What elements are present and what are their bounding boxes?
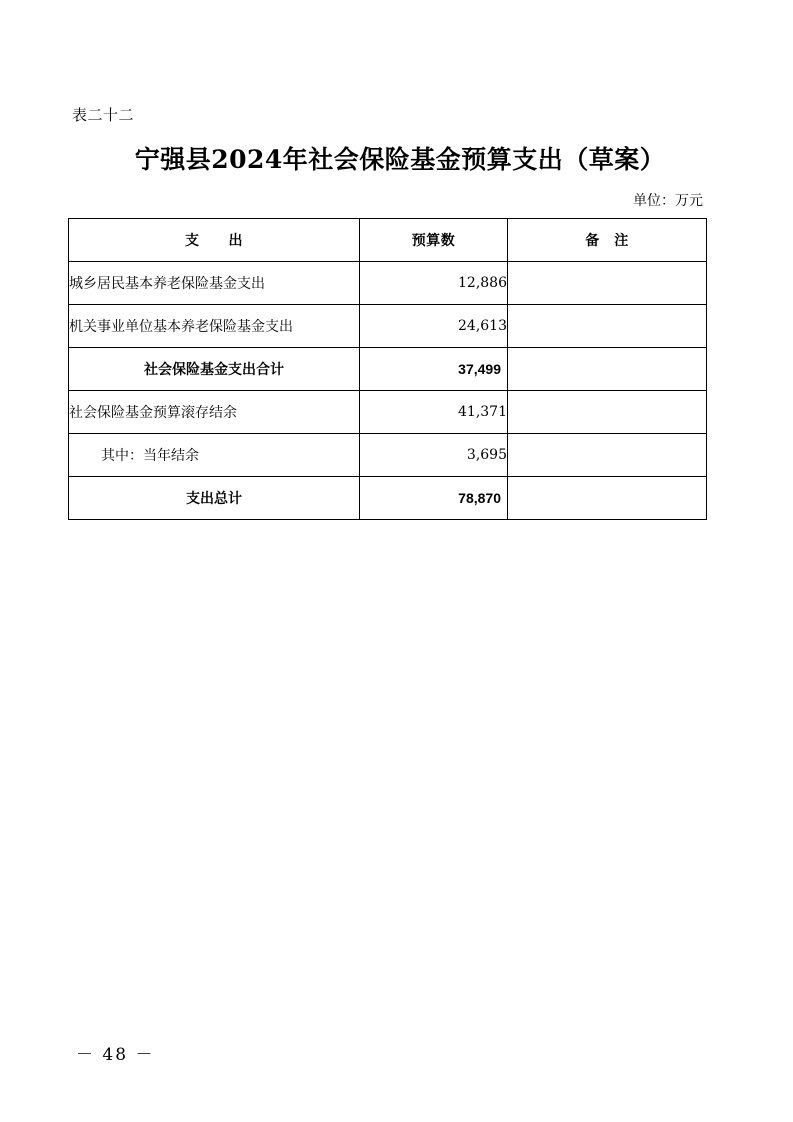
table-row xyxy=(69,391,707,434)
budget-table xyxy=(68,218,707,520)
table-row xyxy=(69,262,707,305)
row-item-label: 其中：当年结余 xyxy=(69,434,360,477)
document-title: 宁强县2024年社会保险基金预算支出（草案） xyxy=(134,145,666,174)
total-row xyxy=(69,477,707,520)
subtotal-label: 社会保险基金支出合计 xyxy=(69,348,360,391)
row-remark xyxy=(508,477,707,520)
row-item-label: 社会保险基金预算滚存结余 xyxy=(69,391,360,434)
total-label: 支出总计 xyxy=(69,477,360,520)
table-label: 表二十二 xyxy=(72,106,135,124)
row-amount: 41,371 xyxy=(360,391,508,434)
row-remark xyxy=(508,391,707,434)
total-amount: 78,870 xyxy=(360,477,508,520)
row-remark xyxy=(508,434,707,477)
row-remark xyxy=(508,262,707,305)
row-remark xyxy=(508,348,707,391)
unit-label: 单位：万元 xyxy=(633,193,703,209)
table-row xyxy=(69,305,707,348)
row-remark xyxy=(508,305,707,348)
subtotal-amount: 37,499 xyxy=(360,348,508,391)
column-header-budget: 预算数 xyxy=(360,219,508,262)
row-item-label: 机关事业单位基本养老保险基金支出 xyxy=(69,305,360,348)
row-amount: 24,613 xyxy=(360,305,508,348)
column-header-expenditure: 支 出 xyxy=(69,219,360,262)
page-number: － 48 － xyxy=(76,1045,155,1065)
row-amount: 12,886 xyxy=(360,262,508,305)
table-header-row xyxy=(69,219,707,262)
table-row xyxy=(69,434,707,477)
row-item-label: 城乡居民基本养老保险基金支出 xyxy=(69,262,360,305)
column-header-remark: 备 注 xyxy=(508,219,707,262)
subtotal-row xyxy=(69,348,707,391)
row-amount: 3,695 xyxy=(360,434,508,477)
